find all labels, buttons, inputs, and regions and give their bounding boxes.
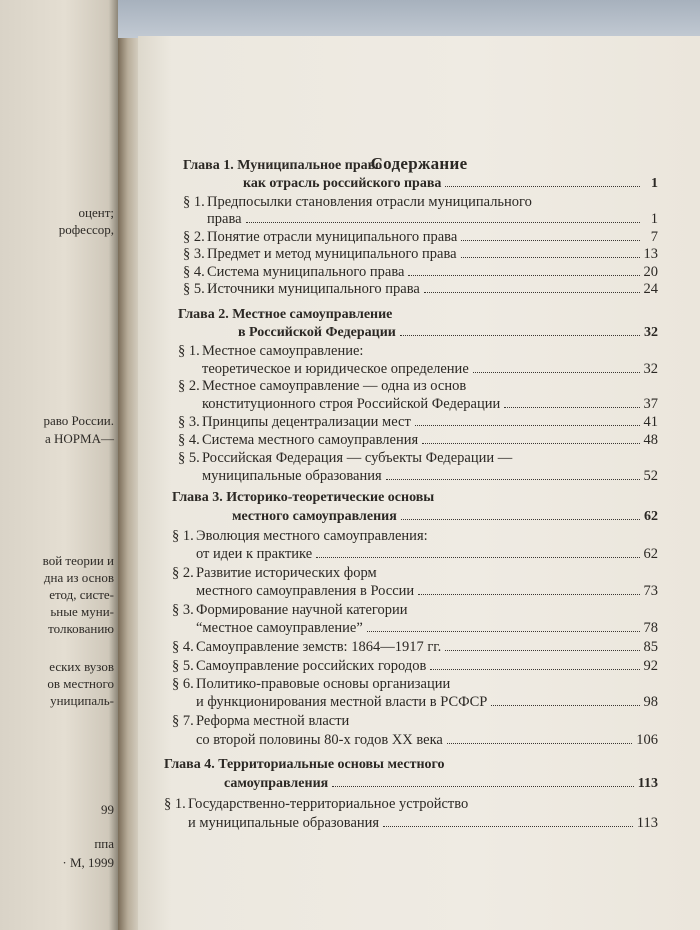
dot-leader bbox=[445, 650, 639, 651]
section-number: § 3. bbox=[183, 246, 205, 262]
dot-leader bbox=[461, 257, 640, 258]
page-number: 20 bbox=[643, 264, 658, 280]
section-number: § 1. bbox=[183, 194, 205, 210]
page-number: 92 bbox=[643, 658, 658, 674]
page-number: 113 bbox=[636, 815, 658, 831]
left-page-fragment: ьные муни- bbox=[50, 604, 114, 619]
toc-section-line bbox=[172, 527, 428, 545]
toc-section-line bbox=[178, 449, 512, 467]
entry-title: Самоуправление российских городов bbox=[196, 658, 427, 674]
section-number: § 5. bbox=[178, 450, 200, 466]
toc-chapter-line bbox=[224, 775, 658, 793]
page-number: 113 bbox=[637, 776, 658, 791]
toc-section-line bbox=[196, 731, 658, 749]
toc-section-line bbox=[172, 564, 377, 582]
left-page-fragment: оцент; bbox=[78, 205, 114, 220]
page-number: 52 bbox=[643, 468, 658, 484]
entry-title: в Российской Федерации bbox=[238, 325, 396, 340]
entry-title: теоретическое и юридическое определение bbox=[202, 361, 469, 377]
entry-title: Государственно-территориальное устройство bbox=[188, 796, 469, 812]
entry-title: Эволюция местного самоуправления: bbox=[196, 528, 428, 544]
entry-title: Предпосылки становления отрасли муниципального bbox=[207, 194, 532, 210]
entry-title: самоуправления bbox=[224, 776, 329, 791]
dot-leader bbox=[386, 479, 640, 480]
entry-title: права bbox=[207, 211, 242, 227]
dot-leader bbox=[430, 669, 639, 670]
entry-title: Реформа местной власти bbox=[196, 713, 350, 729]
section-number: § 4. bbox=[183, 264, 205, 280]
section-number: § 2. bbox=[172, 565, 194, 581]
dot-leader bbox=[400, 335, 640, 336]
dot-leader bbox=[246, 222, 640, 223]
page-number: 73 bbox=[643, 583, 658, 599]
toc-section-line bbox=[164, 795, 468, 813]
section-number: § 1. bbox=[172, 528, 194, 544]
toc-section-line bbox=[178, 431, 658, 449]
left-page-fragment: рофессор, bbox=[58, 222, 114, 237]
toc-section-line bbox=[196, 582, 658, 600]
entry-title: Понятие отрасли муниципального права bbox=[207, 229, 458, 245]
section-number: § 4. bbox=[178, 432, 200, 448]
entry-title: Местное самоуправление: bbox=[202, 343, 364, 359]
entry-title: “местное самоуправление” bbox=[196, 620, 363, 636]
dot-leader bbox=[383, 826, 633, 827]
entry-title: Глава 4. Территориальные основы местного bbox=[164, 757, 445, 772]
section-number: § 5. bbox=[183, 281, 205, 297]
toc-section-line bbox=[202, 360, 658, 378]
page-number: 41 bbox=[643, 414, 658, 430]
facing-left-page bbox=[0, 0, 118, 930]
table-of-contents bbox=[138, 36, 700, 930]
toc-section-line bbox=[183, 193, 532, 211]
section-number: § 5. bbox=[172, 658, 194, 674]
entry-title: местного самоуправления bbox=[232, 509, 397, 524]
toc-chapter-line bbox=[232, 508, 658, 526]
entry-title: Глава 3. Историко-теоретические основы bbox=[172, 490, 435, 505]
toc-section-line bbox=[202, 467, 658, 485]
toc-section-line bbox=[196, 693, 658, 711]
toc-section-line bbox=[188, 814, 658, 832]
left-page-fragment: толкованию bbox=[48, 621, 114, 636]
page-number: 32 bbox=[643, 361, 658, 377]
background-strip bbox=[118, 0, 700, 38]
dot-leader bbox=[424, 292, 640, 293]
toc-section-line bbox=[172, 657, 658, 675]
toc-section-line bbox=[183, 280, 658, 298]
section-number: § 2. bbox=[178, 378, 200, 394]
entry-title: Местное самоуправление — одна из основ bbox=[202, 378, 467, 394]
toc-chapter-line bbox=[164, 756, 445, 774]
toc-section-line bbox=[183, 228, 658, 246]
entry-title: и функционирования местной власти в РСФСР bbox=[196, 694, 488, 710]
toc-chapter-line bbox=[172, 489, 434, 507]
dot-leader bbox=[461, 240, 640, 241]
entry-title: Система муниципального права bbox=[207, 264, 405, 280]
page-number: 37 bbox=[643, 396, 658, 412]
toc-section-line bbox=[172, 601, 408, 619]
toc-section-line bbox=[178, 342, 363, 360]
toc-section-line bbox=[202, 395, 658, 413]
entry-title: и муниципальные образования bbox=[188, 815, 380, 831]
entry-title: Источники муниципального права bbox=[207, 281, 420, 297]
left-page-fragment: а НОРМА— bbox=[45, 431, 114, 446]
entry-title: Система местного самоуправления bbox=[202, 432, 419, 448]
entry-title: Принципы децентрализации мест bbox=[202, 414, 411, 430]
toc-section-line bbox=[172, 712, 349, 730]
left-page-fragment: ов местного bbox=[47, 676, 114, 691]
toc-section-line bbox=[183, 263, 658, 281]
dot-leader bbox=[504, 407, 639, 408]
page-number: 1 bbox=[651, 176, 658, 191]
section-number: § 1. bbox=[164, 796, 186, 812]
left-page-fragment: · М, 1999 bbox=[62, 855, 114, 870]
toc-chapter-line bbox=[238, 324, 658, 342]
toc-section-line bbox=[196, 619, 658, 637]
left-page-fragment: еских вузов bbox=[49, 659, 114, 674]
toc-chapter-line bbox=[243, 175, 658, 193]
entry-title: Российская Федерация — субъекты Федерации — bbox=[202, 450, 513, 466]
dot-leader bbox=[447, 743, 632, 744]
dot-leader bbox=[316, 557, 639, 558]
left-page-fragment: дна из основ bbox=[43, 570, 114, 585]
dot-leader bbox=[332, 786, 634, 787]
entry-title: Предмет и метод муниципального права bbox=[207, 246, 457, 262]
section-number: § 6. bbox=[172, 676, 194, 692]
section-number: § 4. bbox=[172, 639, 194, 655]
toc-section-line bbox=[178, 413, 658, 431]
page-number: 78 bbox=[643, 620, 658, 636]
dot-leader bbox=[422, 443, 639, 444]
section-number: § 3. bbox=[178, 414, 200, 430]
page-title: Содержание bbox=[370, 154, 468, 173]
section-number: § 3. bbox=[172, 602, 194, 618]
entry-title: от идеи к практике bbox=[196, 546, 313, 562]
entry-title: со второй половины 80-х годов XX века bbox=[196, 732, 443, 748]
dot-leader bbox=[418, 594, 639, 595]
left-page-fragment: етод, систе- bbox=[49, 587, 114, 602]
section-number: § 2. bbox=[183, 229, 205, 245]
page-number: 48 bbox=[643, 432, 658, 448]
toc-chapter-line bbox=[178, 306, 392, 324]
entry-title: как отрасль российского права bbox=[243, 176, 442, 191]
contents-page bbox=[138, 36, 700, 930]
page-number: 32 bbox=[644, 325, 658, 340]
left-page-fragment: вой теории и bbox=[42, 553, 114, 568]
page-number: 106 bbox=[636, 732, 658, 748]
toc-section-line bbox=[196, 545, 658, 563]
dot-leader bbox=[473, 372, 640, 373]
left-page-fragment: 99 bbox=[101, 802, 114, 817]
page-number: 62 bbox=[644, 509, 658, 524]
dot-leader bbox=[415, 425, 640, 426]
page-number: 1 bbox=[650, 211, 658, 227]
page-number: 24 bbox=[643, 281, 658, 297]
dot-leader bbox=[408, 275, 639, 276]
section-number: § 1. bbox=[178, 343, 200, 359]
book-gutter bbox=[118, 0, 140, 930]
dot-leader bbox=[367, 631, 640, 632]
entry-title: местного самоуправления в России bbox=[196, 583, 415, 599]
page-number: 7 bbox=[650, 229, 658, 245]
left-page-fragment: раво России. bbox=[43, 413, 114, 428]
left-page-fragment: униципаль- bbox=[50, 693, 114, 708]
entry-title: Самоуправление земств: 1864—1917 гг. bbox=[196, 639, 442, 655]
toc-chapter-line bbox=[183, 157, 382, 175]
dot-leader bbox=[445, 186, 640, 187]
toc-section-line bbox=[183, 245, 658, 263]
entry-title: Формирование научной категории bbox=[196, 602, 408, 618]
page-number: 98 bbox=[643, 694, 658, 710]
toc-section-line bbox=[178, 377, 466, 395]
toc-section-line bbox=[172, 638, 658, 656]
entry-title: конституционного строя Российской Федерации bbox=[202, 396, 501, 412]
dot-leader bbox=[401, 519, 640, 520]
left-page-fragment: ппа bbox=[94, 836, 114, 851]
entry-title: Развитие исторических форм bbox=[196, 565, 377, 581]
entry-title: Политико-правовые основы организации bbox=[196, 676, 451, 692]
entry-title: Глава 1. Муниципальное право bbox=[183, 158, 383, 173]
page-number: 85 bbox=[643, 639, 658, 655]
entry-title: муниципальные образования bbox=[202, 468, 382, 484]
page-number: 13 bbox=[643, 246, 658, 262]
page-number: 62 bbox=[643, 546, 658, 562]
entry-title: Глава 2. Местное самоуправление bbox=[178, 307, 393, 322]
section-number: § 7. bbox=[172, 713, 194, 729]
toc-section-line bbox=[207, 210, 658, 228]
dot-leader bbox=[491, 705, 639, 706]
toc-section-line bbox=[172, 675, 450, 693]
